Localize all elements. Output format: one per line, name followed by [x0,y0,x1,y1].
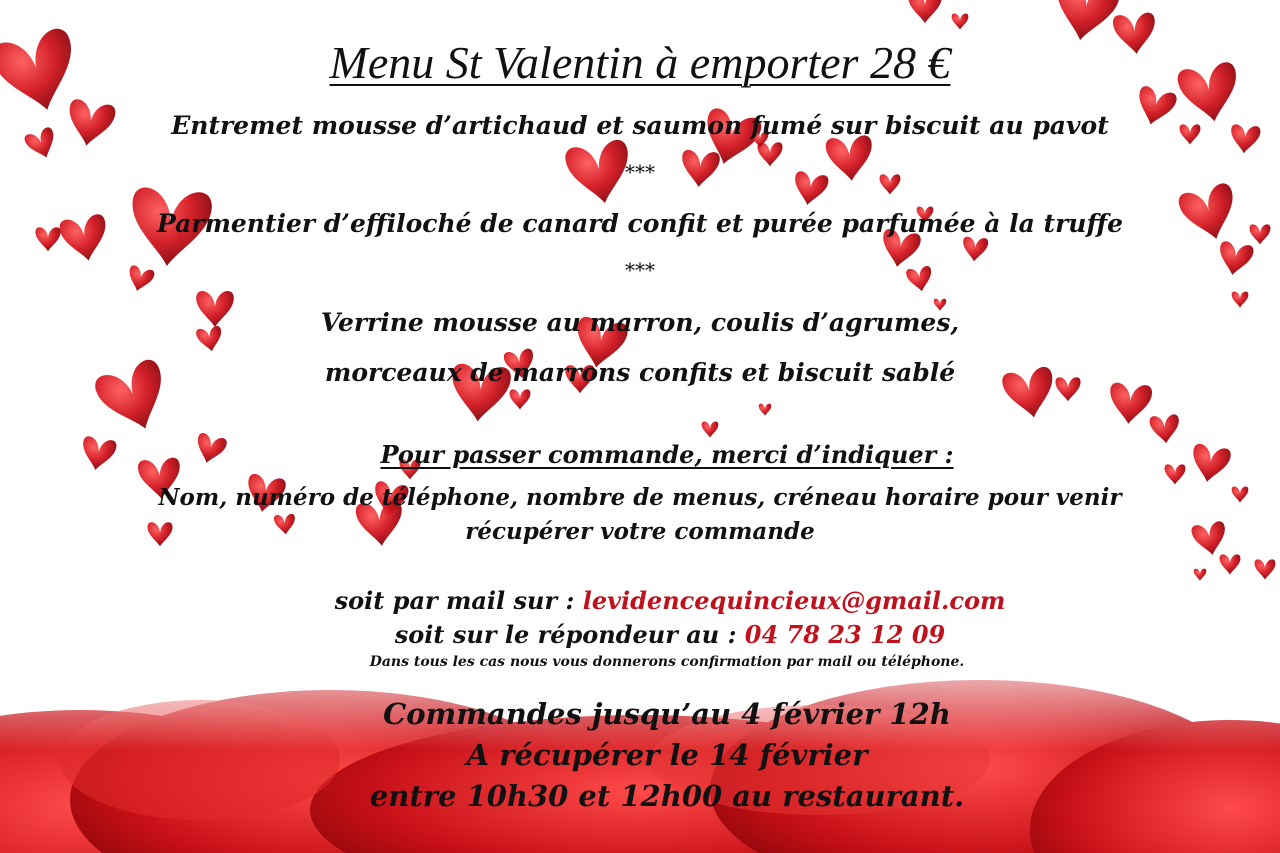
confirmation-note: Dans tous les cas nous vous donnerons confirmation par mail ou téléphone. [369,654,965,670]
phone-label: soit sur le répondeur au : [394,620,745,649]
phone-number[interactable]: 04 78 23 12 09 [744,620,946,649]
email-address[interactable]: levidencequincieux@gmail.com [582,586,1006,615]
order-by-mail [30,586,1280,615]
order-info-line-1: Nom, numéro de téléphone, nombre de menus, créneau horaire pour venir [158,484,1122,511]
order-by-phone [30,620,1280,649]
menu-dessert-line-1: Verrine mousse au marron, coulis d’agrumes, [320,308,960,337]
menu-dessert-line-2: morceaux de marrons confits et biscuit sablé [324,358,956,387]
pickup-time: entre 10h30 et 12h00 au restaurant. [369,779,965,813]
menu-separator: *** [625,258,655,282]
pickup-date: A récupérer le 14 février [466,738,868,772]
order-heading: Pour passer commande, merci d’indiquer : [380,440,954,469]
order-info-line-2: récupérer votre commande [465,518,815,545]
menu-separator: *** [625,160,655,184]
page-title: Menu St Valentin à emporter 28 € [329,37,951,88]
mail-label: soit par mail sur : [334,586,583,615]
menu-starter: Entremet mousse d’artichaud et saumon fumé sur biscuit au pavot [171,111,1109,140]
order-deadline: Commandes jusqu’au 4 février 12h [383,697,951,731]
menu-main-course: Parmentier d’effiloché de canard confit et purée parfumée à la truffe [156,209,1124,238]
